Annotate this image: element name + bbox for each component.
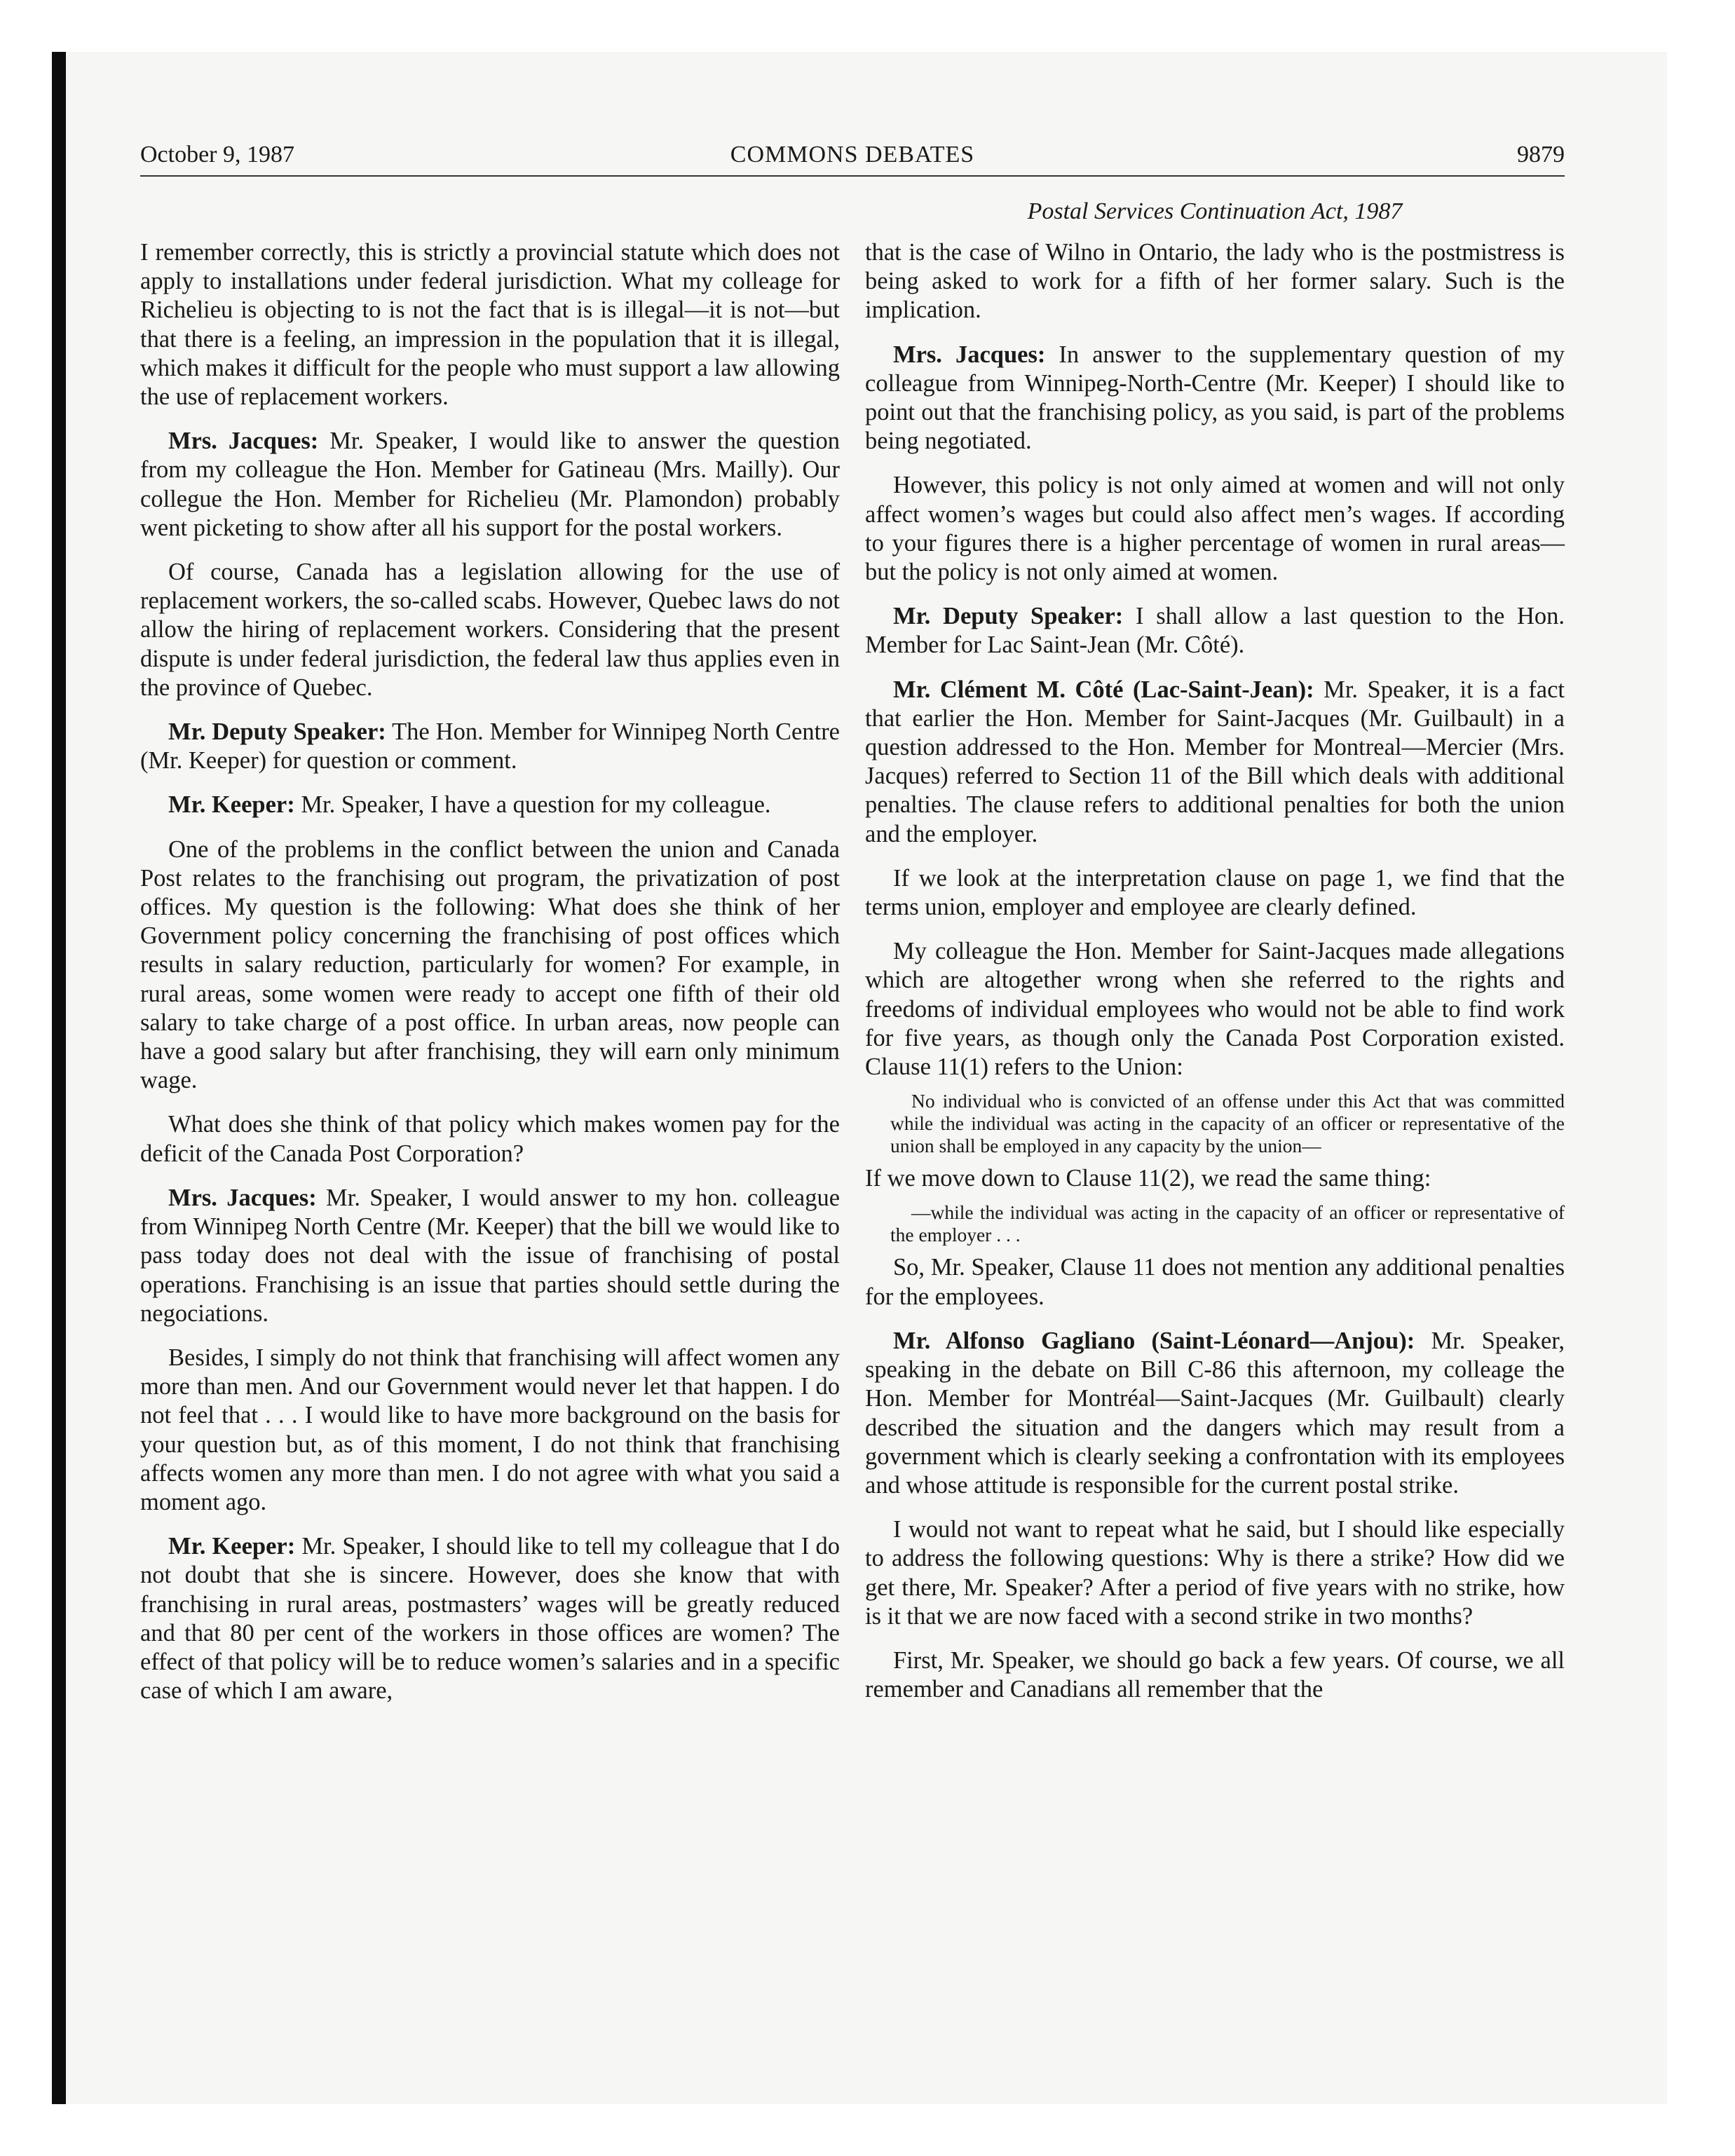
paragraph: First, Mr. Speaker, we should go back a few years. Of course, we all remember and Canadians all remember that the xyxy=(865,1646,1565,1703)
speaker-name: Mrs. Jacques: xyxy=(893,341,1046,368)
speech-text: Mr. Speaker, speaking in the debate on Bill C-86 this afternoon, my colleage the Hon. Member for Montréal—Saint-Jacques (Mr. Guilbault) clearly described the situation and the dangers which may result from a government which is clearly seeking a confrontation with its employees and whose attitude is responsible for the current postal strike. xyxy=(865,1327,1565,1499)
paragraph: My colleague the Hon. Member for Saint-Jacques made allegations which are altogether wrong when she referred to the rights and freedoms of individual employees who would not be able to find work for five years, as though only the Canada Post Corporation existed. Clause 11(1) refers to the Union: xyxy=(865,938,1565,1081)
speaker-name: Mr. Alfonso Gagliano (Saint-Léonard—Anjou): xyxy=(893,1327,1415,1354)
speech-paragraph xyxy=(140,1532,840,1705)
speaker-name: Mr. Deputy Speaker: xyxy=(893,603,1124,630)
page-header xyxy=(140,142,1565,177)
speech-text: Mr. Speaker, I have a question for my colleague. xyxy=(294,791,771,819)
paragraph: What does she think of that policy which makes women pay for the deficit of the Canada Post Corporation? xyxy=(140,1111,840,1167)
block-quote: —while the individual was acting in the capacity of an officer or representative of the employer . . . xyxy=(890,1201,1565,1246)
paragraph: If we look at the interpretation clause on page 1, we find that the terms union, employer and employee are clearly defined. xyxy=(865,864,1565,921)
header-date: October 9, 1987 xyxy=(140,142,295,168)
speech-paragraph xyxy=(140,718,840,775)
speech-paragraph xyxy=(865,341,1565,456)
speech-paragraph xyxy=(865,1327,1565,1500)
header-page-number: 9879 xyxy=(1517,142,1565,168)
paragraph: Of course, Canada has a legislation allowing for the use of replacement workers, the so-called scabs. However, Quebec laws do not allow the hiring of replacement workers. Considering that the present dispute is under federal jurisdiction, the federal law thus applies even in the province of Quebec. xyxy=(140,559,840,701)
speaker-name: Mrs. Jacques: xyxy=(168,1184,317,1211)
header-rule xyxy=(140,175,1565,177)
paragraph: that is the case of Wilno in Ontario, the lady who is the postmistress is being asked to work for a fifth of her former salary. Such is the implication. xyxy=(865,239,1565,324)
speech-text: In answer to the supplementary question of my colleague from Winnipeg-North-Centre (Mr. Keeper) I should like to point out that the franchising policy, as you said, is part of the problems being negotiated. xyxy=(865,341,1565,455)
speech-text: Mr. Speaker, it is a fact that earlier the Hon. Member for Saint-Jacques (Mr. Guilbault) in a question addressed to the Hon. Member for Montreal—Mercier (Mrs. Jacques) referred to Section 11 of the Bill which deals with additional penalties. The clause refers to additional penalties for both the union and the employer. xyxy=(865,676,1565,847)
speech-text: I shall allow a last question to the Hon. Member for Lac Saint-Jean (Mr. Côté). xyxy=(865,603,1565,659)
speech-text: Mr. Speaker, I would answer to my hon. colleague from Winnipeg North Centre (Mr. Keeper) that the bill we would like to pass today does not deal with the issue of franchising of postal operations. Franchising is an issue that parties should settle during the negociations. xyxy=(140,1184,841,1327)
speaker-name: Mr. Keeper: xyxy=(168,1533,296,1560)
speech-paragraph xyxy=(865,676,1565,849)
running-head: Postal Services Continuation Act, 1987 xyxy=(1027,198,1403,224)
speech-text: The Hon. Member for Winnipeg North Centre (Mr. Keeper) for question or comment. xyxy=(140,718,840,775)
speech-text: Mr. Speaker, I should like to tell my colleague that I do not doubt that she is sincere. However, does she know that with franchising in rural areas, postmasters’ wages will be greatly reduced and that 80 per cent of the workers in those offices are women? The effect of that policy will be to reduce women’s salaries and in a specific case of which I am aware, xyxy=(140,1533,840,1705)
speech-paragraph xyxy=(140,427,840,543)
speaker-name: Mr. Clément M. Côté (Lac-Saint-Jean): xyxy=(893,676,1314,703)
speech-paragraph xyxy=(140,1184,840,1328)
paragraph: If we move down to Clause 11(2), we read the same thing: xyxy=(865,1165,1431,1192)
left-column xyxy=(140,238,840,1721)
speaker-name: Mrs. Jacques: xyxy=(168,428,319,455)
speech-text: Mr. Speaker, I would like to answer the question from my colleague the Hon. Member for Gatineau (Mrs. Mailly). Our collegue the Hon. Member for Richelieu (Mr. Plamondon) probably went picketing to show after all his support for the postal workers. xyxy=(140,428,840,541)
paragraph: I remember correctly, this is strictly a provincial statute which does not apply to installations under federal jurisdiction. What my colleage for Richelieu is objecting to is not the fact that is is illegal—it is not—but that there is a feeling, an impression in the population that it is illegal, which makes it difficult for the people who must support a law allowing the use of replacement workers. xyxy=(140,239,840,411)
paragraph: I would not want to repeat what he said, but I should like especially to address the following questions: Why is there a strike? How did we get there, Mr. Speaker? After a period of five years with no strike, how is it that we are now faced with a second strike in two months? xyxy=(865,1516,1565,1630)
speaker-name: Mr. Keeper: xyxy=(168,791,295,819)
header-publication: COMMONS DEBATES xyxy=(730,142,975,168)
block-quote: No individual who is convicted of an offense under this Act that was committed while the individual was acting in the capacity of an officer or representative of the union shall be employed in any capacity by the union— xyxy=(890,1090,1565,1157)
scan-edge xyxy=(52,52,66,2104)
speech-paragraph xyxy=(865,602,1565,660)
paragraph: However, this policy is not only aimed at women and will not only affect women’s wages but could also affect men’s wages. If according to your figures there is a higher percentage of women in rural areas—but the policy is not only aimed at women. xyxy=(865,472,1565,586)
speech-paragraph xyxy=(140,791,840,819)
right-column xyxy=(865,238,1565,1719)
paragraph: One of the problems in the conflict between the union and Canada Post relates to the franchising out program, the privatization of post offices. My question is the following: What does she think of her Government policy concerning the franchising of post offices which results in salary reduction, particularly for women? For example, in rural areas, some women were ready to accept one fifth of their old salary to take charge of a post office. In urban areas, now people can have a good salary but after franchising, they will earn only minimum wage. xyxy=(140,835,840,1094)
paragraph: So, Mr. Speaker, Clause 11 does not mention any additional penalties for the employees. xyxy=(865,1254,1565,1310)
speaker-name: Mr. Deputy Speaker: xyxy=(168,718,386,746)
paragraph: Besides, I simply do not think that franchising will affect women any more than men. And our Government would never let that happen. I do not feel that . . . I would like to have more background on the basis for your question but, as of this moment, I do not think that franchising affects women any more than men. I do not agree with what you said a moment ago. xyxy=(140,1344,840,1515)
